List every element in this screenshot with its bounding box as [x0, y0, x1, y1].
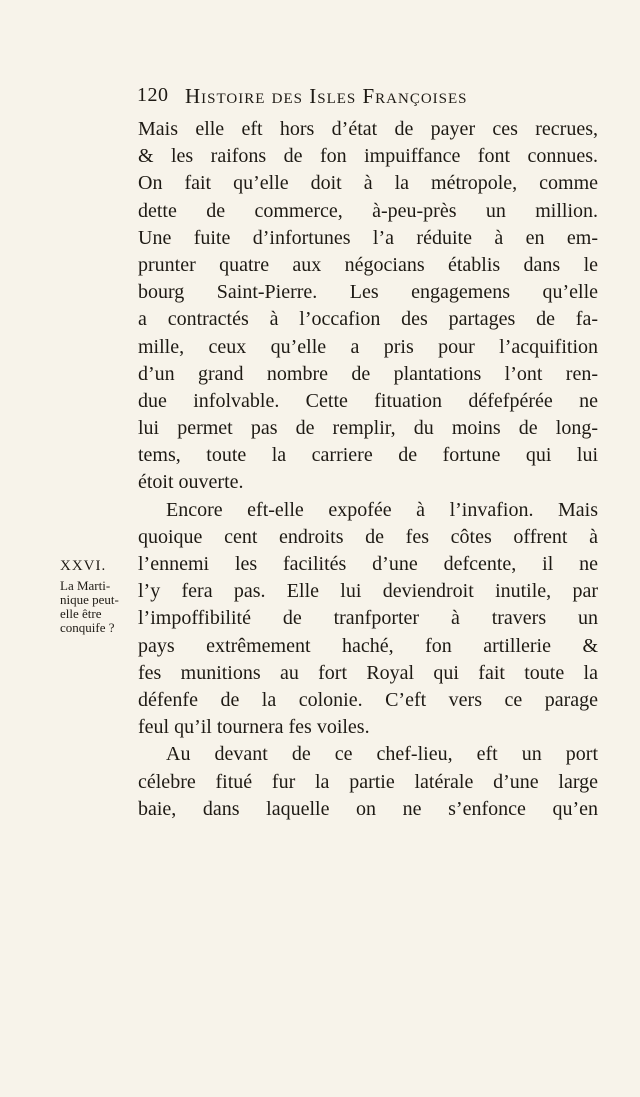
text-line: Mais elle eft hors d’état de payer ces recrues,: [138, 118, 598, 140]
text-line: due infolvable. Cette fituation défefpérée ne: [138, 389, 598, 412]
text-line: & les raifons de fon impuiffance font connues.: [138, 145, 598, 168]
text-line: lui permet pas de remplir, du moins de long-: [138, 417, 598, 440]
section-number: XXVI.: [60, 558, 107, 574]
margin-note-line: nique peut-: [60, 592, 119, 607]
margin-note: [60, 558, 136, 635]
text-line: l’ennemi les facilités d’une defcente, il ne: [138, 553, 598, 575]
text-line: défenfe de la colonie. C’eft vers ce parage: [138, 688, 598, 711]
text-line: bourg Saint-Pierre. Les engagemens qu’elle: [138, 281, 598, 304]
text-line: prunter quatre aux négocians établis dans le: [138, 253, 598, 276]
text-line: Encore eft-elle expofée à l’invafion. Mais: [166, 498, 598, 521]
body-text: [138, 116, 598, 823]
text-line: quoique cent endroits de fes côtes offrent à: [138, 525, 598, 548]
page-number: 120: [137, 84, 169, 106]
text-line: étoit ouverte.: [138, 471, 244, 494]
text-line: Au devant de ce chef-lieu, eft un port: [166, 743, 598, 766]
margin-note-line: conquife ?: [60, 620, 115, 635]
text-line: feul qu’il tournera fes voiles.: [138, 716, 370, 739]
text-line: pays extrêmement haché, fon artillerie &: [138, 634, 598, 657]
margin-note-line: elle être: [60, 606, 102, 621]
text-line: a contractés à l’occafion des partages de fa-: [138, 308, 598, 331]
text-line: célebre fitué fur la partie latérale d’une large: [138, 770, 598, 793]
margin-note-line: La Marti-: [60, 578, 111, 593]
text-line: dette de commerce, à-peu-près un million.: [138, 199, 598, 222]
text-line: On fait qu’elle doit à la métropole, comme: [138, 172, 598, 195]
text-line: mille, ceux qu’elle a pris pour l’acquifition: [138, 335, 598, 358]
text-line: tems, toute la carriere de fortune qui lui: [138, 444, 598, 467]
running-title: Histoire des Isles Françoises: [185, 84, 468, 108]
text-line: l’y fera pas. Elle lui deviendroit inutile, par: [138, 580, 598, 603]
text-line: fes munitions au fort Royal qui fait toute la: [138, 661, 598, 684]
text-line: d’un grand nombre de plantations l’ont ren-: [138, 362, 598, 385]
page-header: [137, 84, 597, 112]
text-line: baie, dans laquelle on ne s’enfonce qu’en: [138, 797, 598, 820]
text-line: Une fuite d’infortunes l’a réduite à en em-: [138, 226, 598, 249]
text-line: l’impoffibilité de tranfporter à travers un: [138, 607, 598, 630]
